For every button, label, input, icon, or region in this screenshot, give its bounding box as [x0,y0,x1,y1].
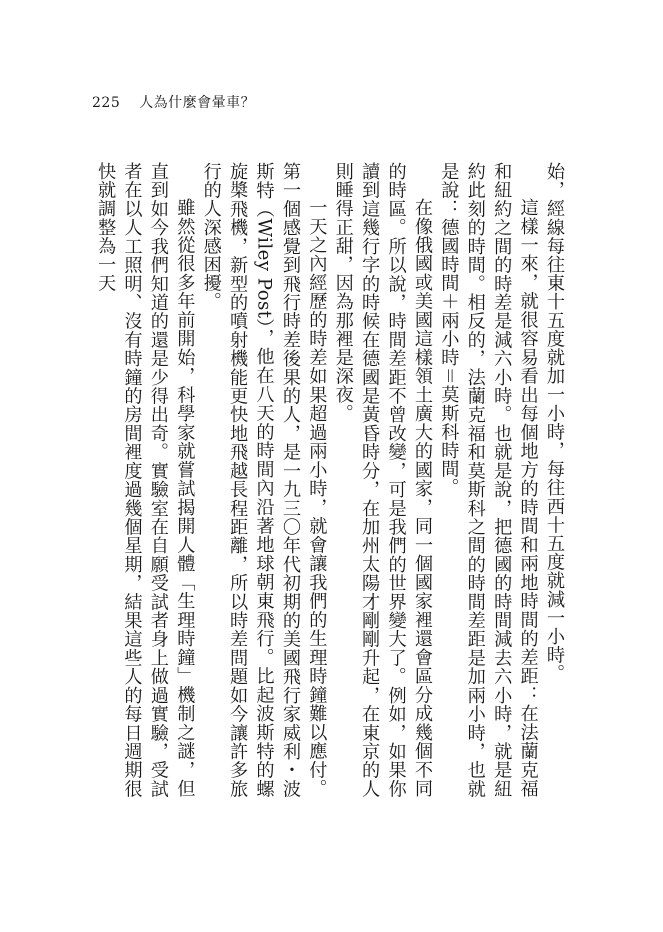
page-number: 225 [92,95,121,111]
running-header [92,92,255,114]
paragraph-5: 雖然從很多年前開始，科學家就嘗試揭開人體「生理時鐘」機制之謎，但直到如今我們知道的還是少得出奇。實驗室在自願受試者身上做過實驗，受試者在以人工照明、沒有時鐘的房間裡度過幾個星期，結果這些人的每日週期很快就調整為一天 [95,162,196,798]
paragraph-2: 這樣一來，就很容易看出每個地方的時間和兩地時間的差距：在法蘭克福和紐約之間的時差是減六小時。也就是說，把德國的時間減去六小時，就是紐約此刻的時間。相反的，法蘭克福和莫斯科之間的時間差距是加兩小時，也就是說：德國時間＋兩小時＝莫斯科時間。 [438,162,539,798]
paragraph-3: 在像俄國或美國這樣領土廣大的國家，同一個國家裡還會區分成幾個不同的時區。所以說，時間差距不曾改變，可是我們的世界變大了。例如，如果你讀到這幾行字的時候在德國是黃昏時分，在加州太陽才剛剛升起，在東京的人則睡得正甜，因為那裡是深夜。 [332,162,433,798]
paragraph-4: 一天之內經歷的時差如果超過兩小時，就會讓我們的生理時鐘難以應付。第一個感覺到飛行時差後果的人，是一九三〇年代初期的美國飛行家威利・波斯特（Wiley Post），他在八天的時間內沿著地球朝東飛行。比起波斯特的螺旋槳飛機，新型的噴射機能更快地飛越長程距離，所以時差問題如今讓許多旅行的人深感困擾。 [200,162,328,798]
body-text [91,162,567,798]
running-title: 人為什麼會暈車？ [139,95,256,111]
paragraph-1: 始，經線每往東十五度就加一小時，每往西十五度就減一小時。 [544,162,565,683]
